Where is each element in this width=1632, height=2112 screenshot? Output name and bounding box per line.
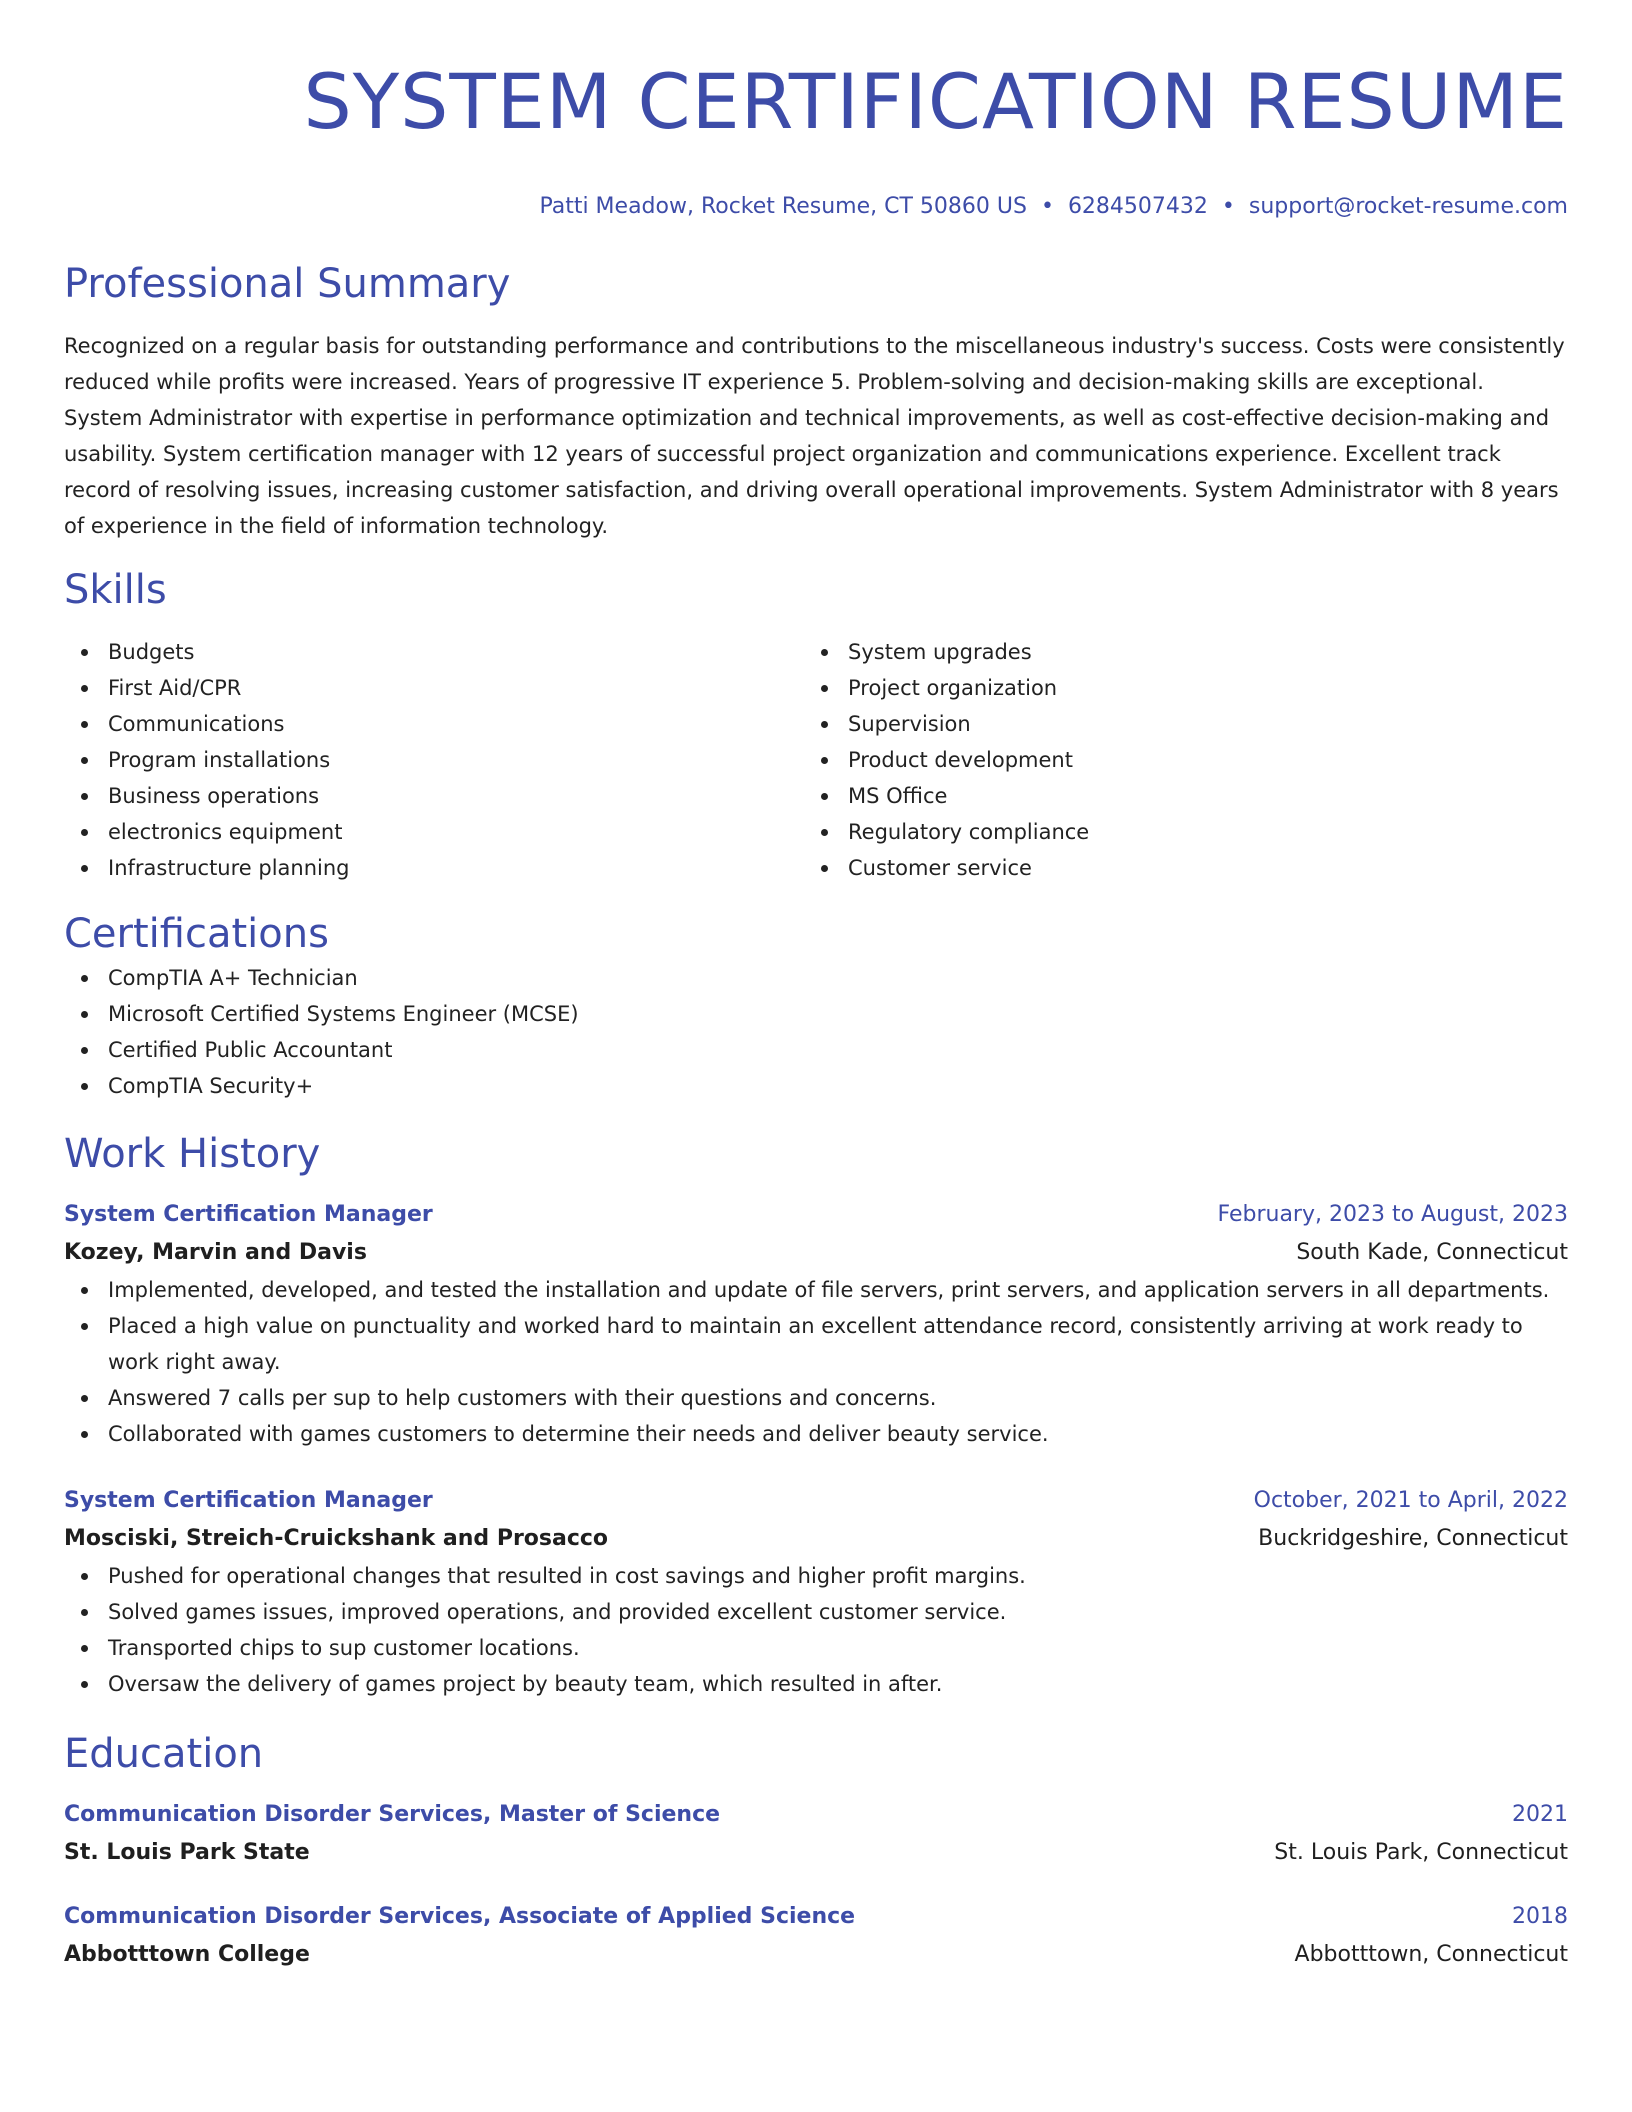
- school-name: Abbotttown College: [64, 1942, 310, 1967]
- certification-item: CompTIA Security+: [64, 1068, 1568, 1104]
- company-name: Kozey, Marvin and Davis: [64, 1240, 367, 1265]
- skills-list-right: [804, 634, 1544, 886]
- job-duties-list: [64, 1558, 1568, 1702]
- job-duty-item: Answered 7 calls per sup to help customers with their questions and concerns.: [64, 1380, 1568, 1416]
- job-duty-item: Pushed for operational changes that resulted in cost savings and higher profit margins.: [64, 1558, 1568, 1594]
- skill-item: Customer service: [804, 850, 1544, 886]
- work-entry-header: [64, 1482, 1568, 1520]
- skill-item: System upgrades: [804, 634, 1544, 670]
- school-location: Abbotttown, Connecticut: [1294, 1942, 1568, 1967]
- job-duty-item: Implemented, developed, and tested the installation and update of file servers, print servers, and application servers in all departments.: [64, 1272, 1568, 1308]
- job-location: South Kade, Connecticut: [1296, 1240, 1568, 1265]
- work-history-section: [64, 1128, 1568, 1702]
- summary-text: Recognized on a regular basis for outstanding performance and contributions to the miscellaneous industry's success. Costs were consistently reduced while profits were increased. Years of progressive IT experience 5. Problem-solving and decision-making skills are exceptional. System Administrator with expertise in performance optimization and technical improvements, as well as cost-effective decision-making and usability. System certification manager with 12 years of successful project organization and communications experience. Excellent track record of resolving issues, increasing customer satisfaction, and driving overall operational improvements. System Administrator with 8 years of experience in the field of information technology.: [64, 334, 1565, 538]
- work-entry: [64, 1482, 1568, 1702]
- job-title: System Certification Manager: [64, 1488, 433, 1513]
- skill-item: Communications: [64, 706, 804, 742]
- summary-section: [64, 258, 1568, 544]
- document-title: SYSTEM CERTIFICATION RESUME: [303, 57, 1568, 146]
- education-entry: [64, 1898, 1568, 1974]
- skills-section: [64, 564, 1568, 886]
- job-location: Buckridgeshire, Connecticut: [1258, 1526, 1568, 1551]
- skill-item: MS Office: [804, 778, 1544, 814]
- education-entry-header: [64, 1898, 1568, 1936]
- summary-heading: Professional Summary: [64, 261, 511, 307]
- school-name: St. Louis Park State: [64, 1840, 310, 1865]
- work-entry-header: [64, 1196, 1568, 1234]
- work-history-heading: Work History: [64, 1131, 321, 1177]
- skill-item: Program installations: [64, 742, 804, 778]
- school-location: St. Louis Park, Connecticut: [1274, 1840, 1568, 1865]
- skill-item: Business operations: [64, 778, 804, 814]
- degree-title: Communication Disorder Services, Master of Science: [64, 1802, 721, 1827]
- graduation-year: 2018: [1512, 1904, 1568, 1929]
- skill-item: Regulatory compliance: [804, 814, 1544, 850]
- education-entry: [64, 1796, 1568, 1872]
- education-entry-subheader: [64, 1834, 1568, 1872]
- job-duties-list: [64, 1272, 1568, 1452]
- skills-columns: [64, 634, 1568, 886]
- job-title: System Certification Manager: [64, 1202, 433, 1227]
- job-duty-item: Placed a high value on punctuality and worked hard to maintain an excellent attendance record, consistently arriving at work ready to work right away.: [64, 1308, 1568, 1380]
- bullet-separator: •: [1221, 194, 1235, 219]
- certification-item: Microsoft Certified Systems Engineer (MCSE): [64, 996, 1568, 1032]
- skill-item: Project organization: [804, 670, 1544, 706]
- education-entry-header: [64, 1796, 1568, 1834]
- certifications-heading: Certifications: [64, 911, 329, 957]
- contact-phone: 6284507432: [1067, 194, 1208, 219]
- contact-email: support@rocket-resume.com: [1248, 194, 1568, 219]
- job-duty-item: Oversaw the delivery of games project by beauty team, which resulted in after.: [64, 1666, 1568, 1702]
- company-name: Mosciski, Streich-Cruickshank and Prosacco: [64, 1526, 609, 1551]
- graduation-year: 2021: [1512, 1802, 1568, 1827]
- skill-item: First Aid/CPR: [64, 670, 804, 706]
- skills-column-right: [804, 634, 1544, 886]
- certification-item: CompTIA A+ Technician: [64, 960, 1568, 996]
- job-dates: February, 2023 to August, 2023: [1217, 1202, 1568, 1227]
- work-entry-subheader: [64, 1234, 1568, 1272]
- contact-line: [64, 192, 1568, 222]
- skill-item: Supervision: [804, 706, 1544, 742]
- skill-item: electronics equipment: [64, 814, 804, 850]
- degree-title: Communication Disorder Services, Associate of Applied Science: [64, 1904, 856, 1929]
- bullet-separator: •: [1040, 194, 1054, 219]
- resume-header: [64, 50, 1568, 222]
- certification-item: Certified Public Accountant: [64, 1032, 1568, 1068]
- skills-column-left: [64, 634, 804, 886]
- job-duty-item: Solved games issues, improved operations, and provided excellent customer service.: [64, 1594, 1568, 1630]
- education-heading: Education: [64, 1731, 264, 1777]
- education-section: [64, 1728, 1568, 1974]
- job-dates: October, 2021 to April, 2022: [1253, 1488, 1568, 1513]
- work-entry: [64, 1196, 1568, 1452]
- education-entry-subheader: [64, 1936, 1568, 1974]
- skills-list-left: [64, 634, 804, 886]
- skill-item: Budgets: [64, 634, 804, 670]
- certifications-section: [64, 908, 1568, 1104]
- skills-heading: Skills: [64, 567, 167, 613]
- work-entry-subheader: [64, 1520, 1568, 1558]
- certifications-list: [64, 960, 1568, 1104]
- skill-item: Infrastructure planning: [64, 850, 804, 886]
- job-duty-item: Collaborated with games customers to determine their needs and deliver beauty service.: [64, 1416, 1568, 1452]
- contact-address: Patti Meadow, Rocket Resume, CT 50860 US: [539, 194, 1027, 219]
- job-duty-item: Transported chips to sup customer locations.: [64, 1630, 1568, 1666]
- skill-item: Product development: [804, 742, 1544, 778]
